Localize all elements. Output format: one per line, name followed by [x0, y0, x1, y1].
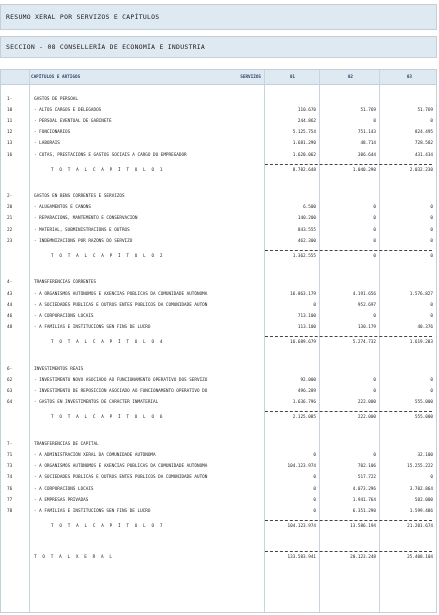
value-col-02: 0 — [373, 216, 376, 222]
value-col-02: 222.000 — [357, 400, 376, 406]
value-col-03: 40.376 — [417, 325, 433, 331]
value-col-02: 0 — [373, 313, 376, 319]
value-col-03: 0 — [430, 313, 433, 319]
article-code: 46 — [7, 313, 13, 319]
value-col-01: 1.681.290 — [292, 141, 316, 147]
subtotal-rule — [265, 520, 432, 521]
article-label: - A SOCIEDADES PÚBLICAS E OUTROS ENTES PÚBLICOS DA COMUNIDADE AUTÓN — [34, 302, 208, 308]
chapter-total-label: T O T A L C A P Í T U L O 1 — [51, 167, 165, 173]
article-label: - A ADMINISTRACIÓN XERAL DA COMUNIDADE AUTÓNOMA — [34, 453, 156, 458]
article-label: - INVESTIMENTO NOVO ASOCIADO AO FUNCIONAMENTO OPERATIVO DOS SERVIZO — [34, 377, 208, 383]
article-label: - LABORAIS — [34, 141, 60, 147]
article-label: - A ORGANISMOS AUTÓNOMOS E AXENCIAS PÚBLICAS DA COMUNIDADE AUTÓNOMA — [34, 291, 208, 297]
column-divider — [264, 70, 265, 612]
article-code: 20 — [7, 205, 13, 211]
article-code: 13 — [7, 141, 13, 147]
value-col-02: 0 — [373, 227, 376, 233]
article-code: 16 — [7, 152, 13, 158]
value-col-01: 1.636.796 — [292, 400, 316, 406]
chapter-code: 6- — [7, 366, 13, 372]
value-col-03: 0 — [430, 205, 433, 211]
value-col-03: 0 — [430, 238, 433, 244]
article-code: 48 — [7, 325, 13, 331]
chapter-heading: GASTOS EN BENS CORRENTES E SERVIZOS — [34, 194, 125, 200]
value-col-01: 110.670 — [297, 107, 316, 113]
value-col-02: 130.179 — [357, 325, 376, 331]
total-col-02: 1.040.290 — [352, 167, 376, 173]
subtotal-rule — [265, 250, 432, 251]
value-col-03: 0 — [430, 118, 433, 124]
article-code: 73 — [7, 464, 13, 470]
value-col-01: 0 — [313, 302, 316, 308]
total-col-03: 21.201.674 — [407, 524, 433, 530]
value-col-01: 16.863.179 — [290, 291, 316, 297]
article-code: 10 — [7, 107, 13, 113]
value-col-03: 0 — [430, 475, 433, 481]
header-services: SERVIZOS — [240, 75, 261, 80]
column-divider — [319, 70, 320, 612]
value-col-03: 0 — [430, 302, 433, 308]
report-title-bar — [0, 4, 437, 30]
chapter-heading: INVESTIMENTOS REAIS — [34, 366, 84, 372]
value-col-02: 6.351.290 — [352, 509, 376, 514]
total-col-02: 222.000 — [357, 415, 376, 421]
value-col-03: 15.255.222 — [407, 464, 433, 470]
article-code: 44 — [7, 302, 13, 308]
chapter-total-label: T O T A L C A P Í T U L O 7 — [51, 524, 165, 530]
total-col-01: 16.689.679 — [290, 340, 316, 346]
total-col-02: 13.586.194 — [350, 524, 376, 530]
section-bar — [0, 36, 437, 58]
value-col-02: 51.769 — [360, 107, 376, 113]
subtotal-rule — [265, 411, 432, 412]
article-code: 78 — [7, 509, 13, 514]
column-divider — [379, 70, 380, 612]
article-code: 22 — [7, 227, 13, 233]
value-col-02: 1.941.764 — [352, 497, 376, 503]
article-label: - REPARACIÓNS, MANTEMENTO E CONSERVACIÓN — [34, 216, 138, 222]
article-label: - COTAS, PRESTACIÓNS E GASTOS SOCIAIS A CARGO DO EMPREGADOR — [34, 152, 187, 158]
value-col-03: 0 — [430, 227, 433, 233]
article-code: 12 — [7, 130, 13, 136]
value-col-01: 6.500 — [303, 205, 316, 211]
value-col-01: 92.000 — [300, 377, 316, 383]
value-col-03: 431.434 — [414, 152, 433, 158]
value-col-03: 1.599.486 — [409, 509, 433, 514]
table-header — [1, 70, 436, 85]
grand-total-label: T O T A L X E R A L — [34, 554, 114, 560]
value-col-01: 113.100 — [297, 325, 316, 331]
article-code: 63 — [7, 389, 13, 395]
value-col-01: 5.125.754 — [292, 130, 316, 136]
total-col-03: 2.032.230 — [409, 167, 433, 173]
value-col-03: 555.000 — [414, 400, 433, 406]
total-col-03: 25.408.104 — [407, 554, 433, 560]
total-col-01: 1.362.555 — [292, 254, 316, 260]
value-col-01: 0 — [313, 475, 316, 481]
article-code: 11 — [7, 118, 13, 124]
article-label: - MATERIAL, SUBMINISTRACIÓNS E OUTROS — [34, 227, 130, 233]
value-col-02: 0 — [373, 389, 376, 395]
value-col-01: 1.620.062 — [292, 152, 316, 158]
header-col-03: 03 — [406, 75, 412, 80]
value-col-02: 517.722 — [357, 475, 376, 481]
value-col-01: 462.300 — [297, 238, 316, 244]
chapter-code: 7- — [7, 441, 13, 447]
total-col-03: 1.619.203 — [409, 340, 433, 346]
value-col-03: 51.769 — [417, 107, 433, 113]
value-col-03: 0 — [430, 377, 433, 383]
article-code: 43 — [7, 291, 13, 297]
header-chapters: CAPÍTULOS E ARTIGOS — [31, 75, 81, 80]
chapter-code: 1- — [7, 96, 13, 102]
chapter-heading: TRANSFERENCIAS DE CAPITAL — [34, 441, 99, 447]
chapter-total-label: T O T A L C A P Í T U L O 2 — [51, 254, 165, 260]
article-label: - A CORPORACIÓNS LOCAIS — [34, 486, 94, 492]
value-col-01: 0 — [313, 453, 316, 458]
total-col-01: 133.583.941 — [287, 554, 316, 560]
value-col-01: 0 — [313, 497, 316, 503]
section-title: SECCION - 08 CONSELLERÍA DE ECONOMÍA E INDUSTRIA — [6, 43, 206, 51]
article-label: - A EMPRESAS PRIVADAS — [34, 497, 89, 503]
value-col-03: 582.000 — [414, 497, 433, 503]
chapter-code: 4- — [7, 280, 13, 286]
value-col-02: 952.697 — [357, 302, 376, 308]
article-label: - A FAMILIAS E INSTITUCIÓNS SEN FINS DE LUCRO — [34, 509, 151, 514]
chapter-heading: GASTOS DE PERSOAL — [34, 96, 78, 102]
article-label: - INDEMNIZACIÓNS POR RAZÓNS DO SERVIZO — [34, 238, 133, 244]
total-col-01: 104.123.974 — [287, 524, 316, 530]
value-col-03: 0 — [430, 216, 433, 222]
column-divider — [29, 70, 30, 612]
header-col-02: 02 — [347, 75, 353, 80]
article-label: - ALTOS CARGOS E DELEGADOS — [34, 107, 102, 113]
value-col-02: 0 — [373, 453, 376, 458]
value-col-01: 0 — [313, 486, 316, 492]
chapter-code: 2- — [7, 194, 13, 200]
article-code: 74 — [7, 475, 13, 481]
value-col-01: 496.289 — [297, 389, 316, 395]
chapter-total-label: T O T A L C A P Í T U L O 6 — [51, 415, 165, 421]
subtotal-rule — [265, 164, 432, 165]
value-col-02: 702.106 — [357, 464, 376, 470]
value-col-03: 824.495 — [414, 130, 433, 136]
article-label: - A ORGANISMOS AUTÓNOMOS E AXENCIAS PÚBLICAS DA COMUNIDADE AUTÓNOMA — [34, 464, 208, 470]
value-col-02: 4.191.656 — [352, 291, 376, 297]
value-col-01: 140.200 — [297, 216, 316, 222]
value-col-03: 3.702.864 — [409, 486, 433, 492]
chapter-total-label: T O T A L C A P Í T U L O 4 — [51, 340, 165, 346]
value-col-02: 0 — [373, 238, 376, 244]
value-col-02: 0 — [373, 377, 376, 383]
article-code: 71 — [7, 453, 13, 458]
header-col-01: 01 — [289, 75, 295, 80]
total-col-03: 555.000 — [414, 415, 433, 421]
article-label: - GASTOS EN INVESTIMENTOS DE CARÁCTER INMATERIAL — [34, 400, 159, 406]
report-title: RESUMO XERAL POR SERVIZOS E CAPÍTULOS — [6, 13, 160, 21]
value-col-01: 713.100 — [297, 313, 316, 319]
value-col-01: 843.555 — [297, 227, 316, 233]
value-col-03: 32.100 — [417, 453, 433, 458]
value-col-01: 244.862 — [297, 118, 316, 124]
article-label: - PERSOAL EVENTUAL DE GABINETE — [34, 118, 112, 124]
article-label: - INVESTIMENTO DE REPOSICIÓN ASOCIADO AO FUNCIONAMENTO OPERATIVO DO — [34, 389, 208, 395]
value-col-02: 4.073.296 — [352, 486, 376, 492]
subtotal-rule — [265, 336, 432, 337]
article-code: 76 — [7, 486, 13, 492]
article-code: 62 — [7, 377, 13, 383]
article-label: - A FAMILIAS E INSTITUCIÓNS SEN FINS DE LUCRO — [34, 325, 151, 331]
total-col-01: 8.782.648 — [292, 167, 316, 173]
value-col-03: 0 — [430, 389, 433, 395]
value-col-02: 0 — [373, 118, 376, 124]
value-col-02: 306.644 — [357, 152, 376, 158]
value-col-03: 728.582 — [414, 141, 433, 147]
subtotal-rule — [265, 551, 432, 552]
total-col-02: 0 — [373, 254, 376, 260]
value-col-03: 1.576.827 — [409, 291, 433, 297]
value-col-02: 0 — [373, 205, 376, 211]
article-label: - FUNCIONARIOS — [34, 130, 71, 136]
value-col-02: 751.143 — [357, 130, 376, 136]
chapter-heading: TRANSFERENCIAS CORRENTES — [34, 280, 97, 286]
article-label: - A SOCIEDADES PÚBLICAS E OUTROS ENTES PÚBLICOS DA COMUNIDADE AUTÓN — [34, 475, 208, 481]
article-code: 21 — [7, 216, 13, 222]
article-code: 23 — [7, 238, 13, 244]
value-col-02: 48.714 — [360, 141, 376, 147]
value-col-01: 0 — [313, 509, 316, 514]
value-col-01: 104.123.974 — [287, 464, 316, 470]
article-label: - ALUGAMENTOS E CANONS — [34, 205, 91, 211]
total-col-03: 0 — [430, 254, 433, 260]
article-label: - A CORPORACIÓNS LOCAIS — [34, 313, 94, 319]
total-col-02: 5.274.732 — [352, 340, 376, 346]
total-col-02: 20.123.248 — [350, 554, 376, 560]
total-col-01: 2.125.085 — [292, 415, 316, 421]
article-code: 77 — [7, 497, 13, 503]
article-code: 64 — [7, 400, 13, 406]
budget-table — [0, 69, 437, 613]
